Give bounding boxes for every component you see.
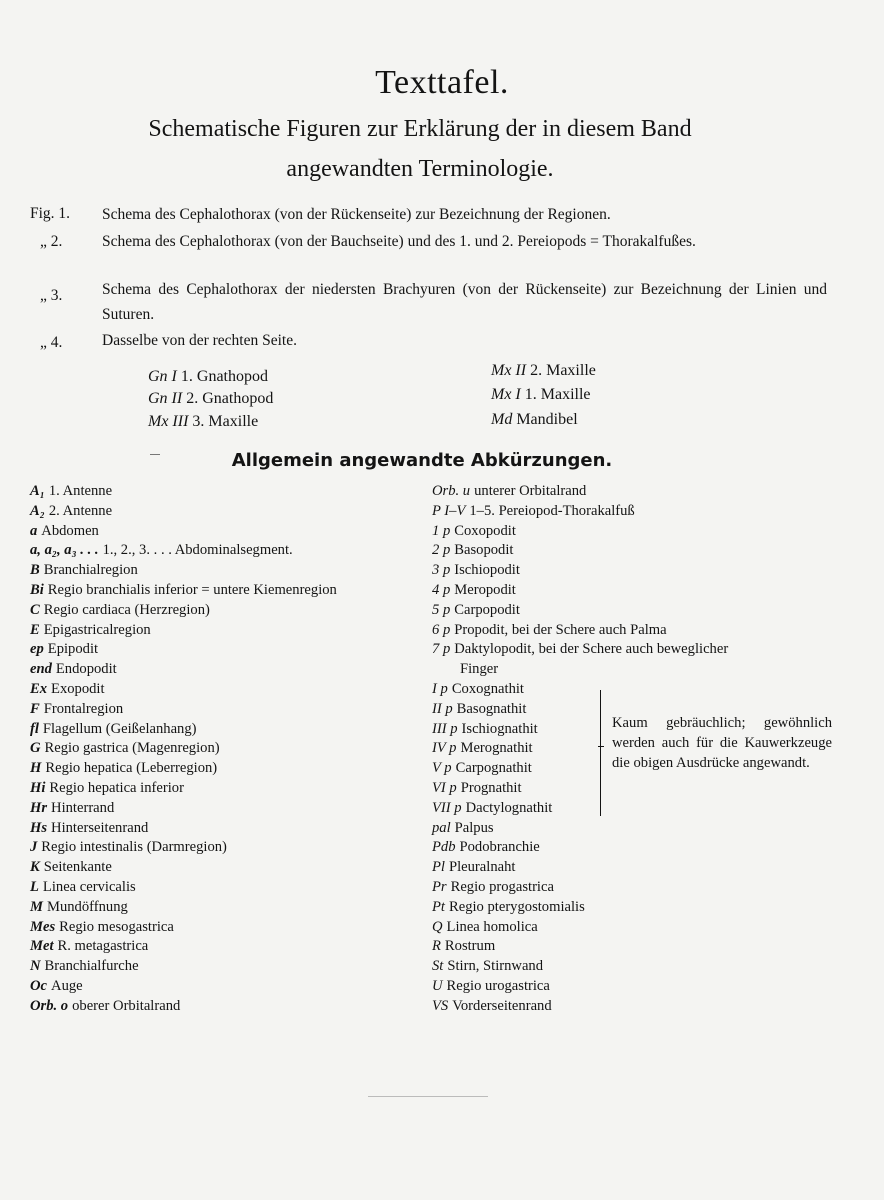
abbreviation-symbol: Hs xyxy=(30,819,48,836)
abbreviation-symbol: Mes xyxy=(30,918,56,935)
abbreviation-text: 1–5. Pereiopod-Thorakalfuß xyxy=(469,502,635,519)
abbreviation-row xyxy=(30,779,337,799)
abbreviation-symbol: B xyxy=(30,562,40,579)
legend-text: 3. Maxille xyxy=(192,413,259,430)
abbreviation-text: Carpognathit xyxy=(455,760,532,777)
legend-symbol: Mx I xyxy=(491,386,521,403)
abbreviation-symbol: a, a₂, a₃ . . . xyxy=(30,542,99,559)
abbreviation-text: 1., 2., 3. . . . Abdominalsegment. xyxy=(102,542,293,559)
abbreviation-text: Hinterrand xyxy=(51,799,115,816)
abbreviation-row xyxy=(432,621,728,641)
abbreviation-symbol: J xyxy=(30,839,38,856)
abbreviation-row xyxy=(30,878,337,898)
abbreviation-symbol: A₁ xyxy=(30,483,45,499)
brace xyxy=(596,690,601,816)
abbreviation-row xyxy=(432,561,728,581)
abbreviation-symbol: 4 p xyxy=(432,581,451,598)
abbreviation-symbol: Pr xyxy=(432,878,447,895)
abbreviation-text: Palpus xyxy=(454,819,494,836)
abbreviation-text: Stirn, Stirnwand xyxy=(447,958,544,975)
abbreviation-text: Regio intestinalis (Darmregion) xyxy=(41,839,227,856)
abbreviation-row xyxy=(30,918,337,938)
abbreviation-row xyxy=(30,561,337,581)
abbreviation-symbol: A₂ xyxy=(30,502,45,519)
abbreviation-row xyxy=(30,601,337,621)
abbreviation-text: Regio pterygostomialis xyxy=(448,898,585,915)
abbreviation-row xyxy=(432,522,728,542)
abbreviation-text: Regio branchialis inferior = untere Kiemenregion xyxy=(47,581,337,598)
abbreviation-symbol: Hr xyxy=(30,799,48,816)
figure-text: Dasselbe von der rechten Seite. xyxy=(102,332,297,349)
legend-entry xyxy=(148,413,258,431)
abbreviation-text: Propodit, bei der Schere auch Palma xyxy=(454,621,667,638)
abbreviation-text: Prognathit xyxy=(460,779,522,796)
abbreviation-symbol: Bi xyxy=(30,581,44,598)
abbreviation-text: Seitenkante xyxy=(43,859,112,876)
abbreviation-row xyxy=(30,680,337,700)
abbreviation-text: Epipodit xyxy=(47,641,99,658)
abbreviation-row xyxy=(30,581,337,601)
abbreviation-symbol: ep xyxy=(30,641,44,658)
abbreviation-text: Regio gastrica (Magenregion) xyxy=(44,740,220,757)
abbreviation-row xyxy=(30,482,337,502)
legend-text: Mandibel xyxy=(516,411,578,428)
legend-entry xyxy=(148,390,273,408)
abbreviation-symbol: 1 p xyxy=(432,522,451,539)
abbreviation-text: Regio hepatica inferior xyxy=(49,779,184,796)
figure-label: „ 3. xyxy=(40,287,63,304)
abbreviation-text: Epigastricalregion xyxy=(43,621,151,638)
legend-text: 2. Gnathopod xyxy=(186,390,274,407)
abbreviation-row xyxy=(30,739,337,759)
abbreviation-row xyxy=(30,759,337,779)
abbreviation-text: Frontalregion xyxy=(43,700,124,717)
abbreviation-symbol: 3 p xyxy=(432,562,451,579)
abbreviation-symbol: fl xyxy=(30,720,39,737)
abbreviation-text: oberer Orbitalrand xyxy=(72,997,181,1014)
legend-symbol: Gn II xyxy=(148,390,183,407)
abbreviation-row xyxy=(30,541,337,561)
abbreviation-symbol: 2 p xyxy=(432,542,451,559)
abbreviation-text: Branchialfurche xyxy=(44,958,139,975)
abbreviation-text: Linea cervicalis xyxy=(42,878,136,895)
abbreviation-text: Ischiognathit xyxy=(461,720,538,737)
abbreviation-row xyxy=(432,838,728,858)
abbreviation-symbol: Ex xyxy=(30,680,48,697)
abbreviation-symbol: C xyxy=(30,601,40,618)
abbreviation-symbol: 5 p xyxy=(432,601,451,618)
abbreviation-row xyxy=(30,720,337,740)
abbreviations-left-column xyxy=(30,482,337,1017)
abbreviation-row xyxy=(30,957,337,977)
brace-tip xyxy=(598,746,604,747)
abbreviation-symbol: VI p xyxy=(432,779,457,796)
legend-symbol: Mx II xyxy=(491,362,527,379)
abbreviation-row xyxy=(30,898,337,918)
abbreviation-row xyxy=(432,640,728,660)
abbreviation-symbol: H xyxy=(30,760,42,777)
legend-symbol: Gn I xyxy=(148,368,177,385)
abbreviation-row xyxy=(432,918,728,938)
abbreviation-text: Daktylopodit, bei der Schere auch beweglicher xyxy=(454,641,729,658)
abbreviation-text: Regio progastrica xyxy=(450,878,554,895)
legend-entry xyxy=(491,362,596,380)
abbreviation-text: Endopodit xyxy=(55,661,117,678)
abbreviation-symbol: R xyxy=(432,938,441,955)
abbreviation-row xyxy=(432,799,728,819)
abbreviation-text: Flagellum (Geißelanhang) xyxy=(42,720,197,737)
abbreviation-text: Podobranchie xyxy=(459,839,540,856)
abbreviation-symbol: K xyxy=(30,859,40,876)
abbreviation-symbol: U xyxy=(432,977,443,994)
abbreviation-symbol: Orb. u xyxy=(432,483,471,499)
abbreviation-symbol: 6 p xyxy=(432,621,451,638)
abbreviation-row xyxy=(30,522,337,542)
abbreviation-text: Merognathit xyxy=(460,740,533,757)
abbreviation-symbol: E xyxy=(30,621,40,638)
abbreviation-text: Regio hepatica (Leberregion) xyxy=(45,760,218,777)
abbreviation-text: unterer Orbitalrand xyxy=(474,483,587,499)
abbreviation-row xyxy=(432,779,728,799)
abbreviation-symbol: G xyxy=(30,740,41,757)
abbreviation-symbol: VII p xyxy=(432,799,462,816)
bracket-note: Kaum gebräuchlich; gewöhnlich werden auch für die Kauwerkzeuge die obigen Ausdrücke angewandt. xyxy=(612,715,832,771)
abbreviation-text: 1. Antenne xyxy=(48,483,113,499)
abbreviation-row xyxy=(30,838,337,858)
abbreviation-text: Basognathit xyxy=(456,700,527,717)
abbreviation-row xyxy=(432,680,728,700)
abbreviation-row xyxy=(432,878,728,898)
subtitle-line-2: angewandten Terminologie. xyxy=(286,156,554,182)
abbreviation-text: Meropodit xyxy=(454,581,516,598)
abbreviation-symbol: Oc xyxy=(30,977,48,994)
abbreviation-symbol: VS xyxy=(432,997,449,1014)
abbreviation-symbol: end xyxy=(30,661,52,678)
figure-label: „ 4. xyxy=(40,334,63,351)
abbreviation-text: Dactylognathit xyxy=(465,799,553,816)
abbreviation-text: R. metagastrica xyxy=(57,938,149,955)
legend-symbol: Md xyxy=(491,411,513,428)
abbreviation-row xyxy=(30,858,337,878)
legend-entry xyxy=(491,386,591,404)
abbreviation-row xyxy=(30,997,337,1017)
abbreviation-symbol: pal xyxy=(432,819,451,836)
abbreviation-text: Coxopodit xyxy=(454,522,516,539)
abbreviation-row xyxy=(30,621,337,641)
figure-text: Schema des Cephalothorax (von der Rückenseite) zur Bezeichnung der Regionen. xyxy=(102,206,611,223)
abbreviation-row xyxy=(30,977,337,997)
abbreviation-symbol: St xyxy=(432,958,444,975)
abbreviation-text: Regio mesogastrica xyxy=(59,918,174,935)
legend-text: 2. Maxille xyxy=(530,362,596,379)
abbreviation-symbol: Hi xyxy=(30,779,46,796)
abbreviation-text: Carpopodit xyxy=(454,601,520,618)
abbreviation-text: Exopodit xyxy=(51,680,105,697)
abbreviation-row xyxy=(432,502,728,522)
abbreviation-symbol: Pdb xyxy=(432,839,456,856)
abbreviation-row xyxy=(432,997,728,1017)
abbreviation-text: Hinterseitenrand xyxy=(51,819,149,836)
legend-text: 1. Gnathopod xyxy=(180,368,268,385)
legend-text: 1. Maxille xyxy=(524,386,591,403)
abbreviation-text: 2. Antenne xyxy=(48,502,113,519)
abbreviation-text: Linea homolica xyxy=(446,918,538,935)
subtitle-line-1: Schematische Figuren zur Erklärung der in diesem Band xyxy=(148,116,692,142)
abbreviation-text: Branchialregion xyxy=(43,562,138,579)
abbreviation-text: Finger xyxy=(460,661,499,678)
abbreviation-row xyxy=(432,937,728,957)
abbreviation-row xyxy=(30,640,337,660)
page-title: Texttafel. xyxy=(375,64,509,101)
figure-text: Schema des Cephalothorax der niedersten Brachyuren (von der Rückenseite) zur Bezeichnung der Linien und Suturen. xyxy=(102,281,827,323)
abbreviations-heading: Allgemein angewandte Abkürzungen. xyxy=(231,450,613,471)
abbreviation-row xyxy=(432,957,728,977)
abbreviation-symbol: a xyxy=(30,522,38,539)
abbreviation-symbol: Met xyxy=(30,938,54,955)
abbreviation-symbol: IV p xyxy=(432,740,457,757)
abbreviation-text: Vorderseitenrand xyxy=(452,997,552,1014)
abbreviation-row xyxy=(432,898,728,918)
abbreviation-row xyxy=(30,937,337,957)
abbreviation-row xyxy=(432,601,728,621)
abbreviation-row xyxy=(432,482,728,502)
abbreviation-symbol: Pt xyxy=(432,898,445,915)
abbreviation-text: Ischiopodit xyxy=(454,562,520,579)
abbreviation-symbol: P I–V xyxy=(432,502,466,519)
abbreviation-text: Basopodit xyxy=(454,542,514,559)
abbreviation-text: Coxognathit xyxy=(451,680,524,697)
abbreviation-symbol: V p xyxy=(432,760,452,777)
abbreviation-row xyxy=(432,858,728,878)
abbreviation-text: Rostrum xyxy=(444,938,496,955)
abbreviation-symbol: M xyxy=(30,898,43,915)
abbreviation-row xyxy=(30,799,337,819)
abbreviation-symbol: II p xyxy=(432,700,453,717)
abbreviation-row xyxy=(432,819,728,839)
abbreviation-row xyxy=(30,819,337,839)
abbreviation-symbol: Pl xyxy=(432,859,445,876)
abbreviation-text: Pleuralnaht xyxy=(448,859,516,876)
legend-entry xyxy=(491,411,578,429)
abbreviation-symbol: III p xyxy=(432,720,458,737)
abbreviation-row xyxy=(432,977,728,997)
abbreviation-row xyxy=(30,502,337,522)
abbreviation-text: Auge xyxy=(51,977,83,994)
legend-symbol: Mx III xyxy=(148,413,189,430)
abbreviation-symbol: F xyxy=(30,700,40,717)
abbreviation-symbol: I p xyxy=(432,680,448,697)
abbreviation-row xyxy=(30,660,337,680)
abbreviation-text: Regio cardiaca (Herzregion) xyxy=(43,601,210,618)
figure-label: „ 2. xyxy=(40,233,63,250)
abbreviation-symbol: 7 p xyxy=(432,641,451,658)
abbreviation-row xyxy=(432,581,728,601)
abbreviation-row xyxy=(432,660,728,680)
abbreviation-row xyxy=(30,700,337,720)
abbreviation-symbol: L xyxy=(30,878,39,895)
abbreviation-row xyxy=(432,541,728,561)
legend-entry xyxy=(148,368,268,386)
abbreviation-text: Regio urogastrica xyxy=(446,977,550,994)
abbreviation-symbol: Orb. o xyxy=(30,997,69,1014)
abbreviation-symbol: Q xyxy=(432,918,443,935)
figure-label: Fig. 1. xyxy=(30,205,71,222)
footer-rule xyxy=(368,1096,488,1097)
figure-text: Schema des Cephalothorax (von der Bauchseite) und des 1. und 2. Pereiopods = Thorakalfußes. xyxy=(102,233,696,250)
abbreviation-text: Mundöffnung xyxy=(46,898,128,915)
abbreviation-symbol: N xyxy=(30,958,41,975)
abbreviation-text: Abdomen xyxy=(41,522,99,539)
